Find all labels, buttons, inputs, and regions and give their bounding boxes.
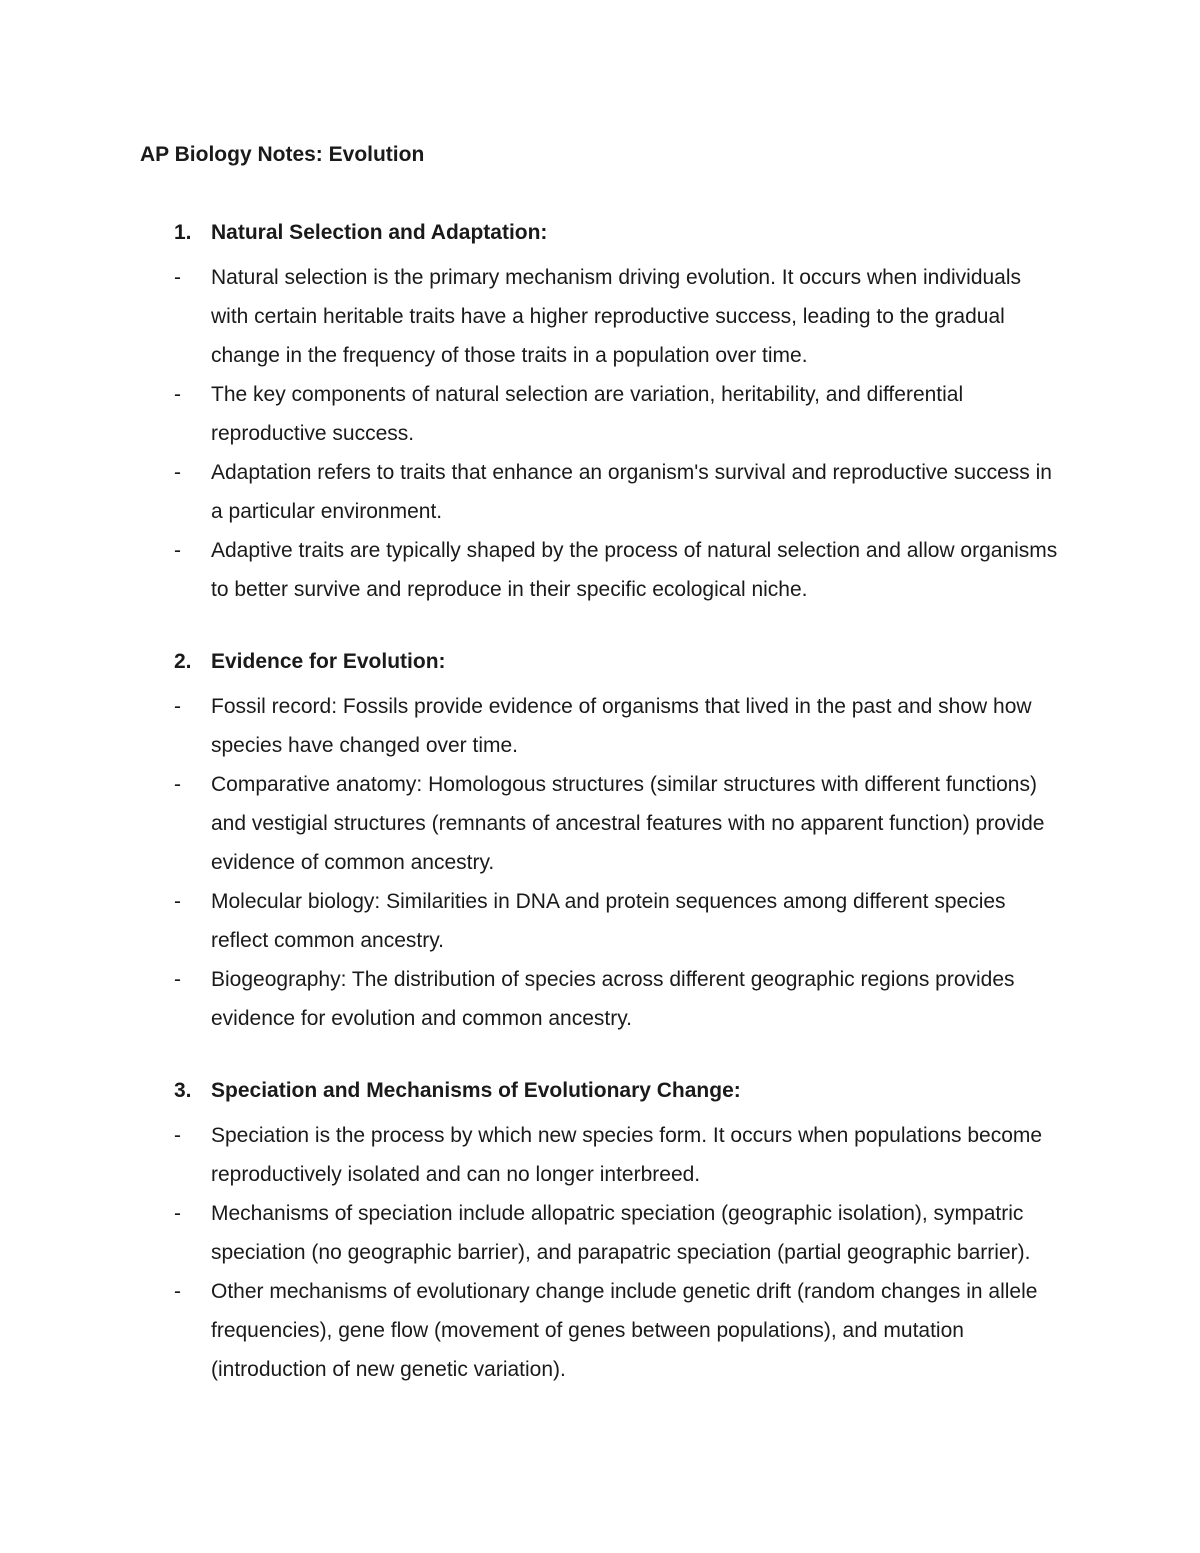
bullet-dash: - [174, 968, 181, 991]
bullet-text: Speciation is the process by which new species form. It occurs when populations become reproductively isolated and can no longer interbreed. [211, 1124, 1043, 1186]
list-item [0, 1266, 1061, 1389]
bullet-text: Other mechanisms of evolutionary change include genetic drift (random changes in allele frequencies), gene flow (movement of genes between populations), and mutation (introduction of new genetic variation). [211, 1280, 1038, 1381]
bullet-text: Comparative anatomy: Homologous structures (similar structures with different functions) and vestigial structures (remnants of ancestral features with no apparent function) provide evidence of common ancestry. [211, 773, 1045, 874]
section-number: 2. [174, 650, 192, 673]
section-title: Evidence for Evolution: [211, 650, 446, 673]
list-item [0, 1110, 1061, 1194]
bullet-dash: - [174, 1280, 181, 1303]
section-evidence [0, 648, 1200, 1038]
bullet-text: Fossil record: Fossils provide evidence of organisms that lived in the past and show how species have changed over time. [211, 695, 1032, 757]
list-item [0, 954, 1061, 1038]
bullet-dash: - [174, 695, 181, 718]
section-natural-selection [0, 219, 1200, 609]
list-item [0, 447, 1061, 531]
list-item [0, 876, 1061, 960]
bullet-text: Adaptation refers to traits that enhance an organism's survival and reproductive success in a particular environment. [211, 461, 1052, 523]
bullet-text: Adaptive traits are typically shaped by the process of natural selection and allow organisms to better survive and reproduce in their specific ecological niche. [211, 539, 1058, 601]
bullet-text: Mechanisms of speciation include allopatric speciation (geographic isolation), sympatric speciation (no geographic barrier), and parapatric speciation (partial geographic barrier). [211, 1202, 1031, 1264]
bullet-dash: - [174, 773, 181, 796]
bullet-dash: - [174, 1202, 181, 1225]
page-title: AP Biology Notes: Evolution [140, 143, 425, 166]
bullet-dash: - [174, 539, 181, 562]
bullet-text: Natural selection is the primary mechanism driving evolution. It occurs when individuals with certain heritable traits have a higher reproductive success, leading to the gradual change in the frequency of those traits in a population over time. [211, 266, 1022, 367]
bullet-text: Molecular biology: Similarities in DNA and protein sequences among different species reflect common ancestry. [211, 890, 1006, 952]
section-number: 3. [174, 1079, 192, 1102]
bullet-dash: - [174, 461, 181, 484]
list-item [0, 681, 1061, 765]
list-item [0, 525, 1061, 609]
bullet-text: Biogeography: The distribution of species across different geographic regions provides evidence for evolution and common ancestry. [211, 968, 1015, 1030]
section-number: 1. [174, 221, 192, 244]
section-title: Natural Selection and Adaptation: [211, 221, 548, 244]
bullet-dash: - [174, 890, 181, 913]
bullet-dash: - [174, 383, 181, 406]
list-item [0, 369, 1061, 453]
list-item [0, 759, 1061, 882]
bullet-dash: - [174, 266, 181, 289]
document-body [0, 219, 1200, 1428]
bullet-dash: - [174, 1124, 181, 1147]
list-item [0, 1188, 1061, 1272]
bullet-text: The key components of natural selection are variation, heritability, and differential reproductive success. [211, 383, 964, 445]
section-speciation [0, 1077, 1200, 1389]
section-title: Speciation and Mechanisms of Evolutionary Change: [211, 1079, 741, 1102]
list-item [0, 252, 1061, 375]
